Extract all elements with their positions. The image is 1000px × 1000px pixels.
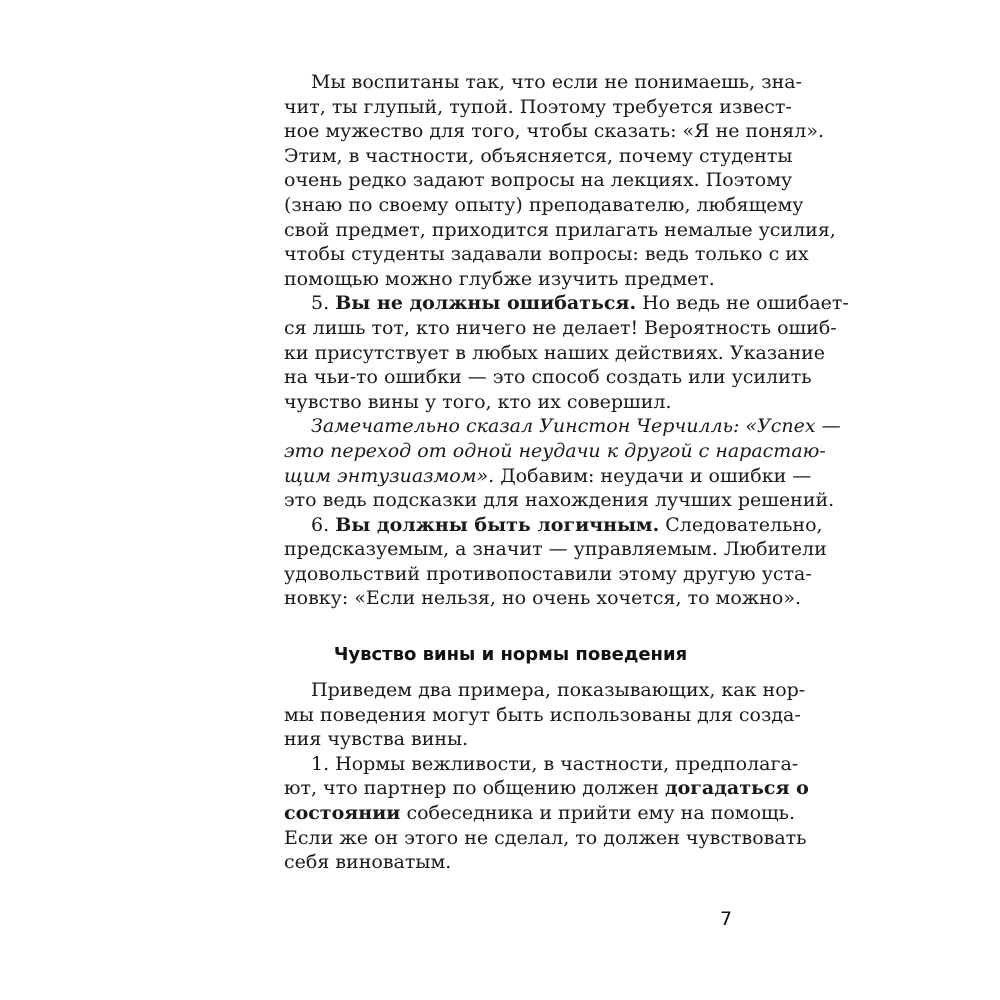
quote-line: щим энтузиазмом». Добавим: неудачи и ошибки — <box>284 464 812 487</box>
text-line: себя виноватым. <box>284 851 452 874</box>
text-line: удовольствий противопоставили этому другую уста- <box>284 562 812 585</box>
list-item-6: 6. Вы должны быть логичным. Следовательно, <box>311 513 823 536</box>
item-6-bold-heading: Вы должны быть логичным. <box>335 513 660 536</box>
text-line: ния чувства вины. <box>284 728 469 751</box>
text-line: Этим, в частности, объясняется, почему студенты <box>284 144 793 167</box>
list-item-1: 1. Нормы вежливости, в частности, предполага- <box>311 752 799 775</box>
text-line: состоянии собеседника и прийти ему на помощь. <box>284 801 796 824</box>
text-line: это ведь подсказки для нахождения лучших решений. <box>284 489 835 512</box>
text-line: Мы воспитаны так, что если не понимаешь, зна- <box>311 71 802 93</box>
text-line: на чьи-то ошибки — это способ создать или усилить <box>284 366 812 389</box>
text-line: помощью можно глубже изучить предмет. <box>284 267 715 290</box>
text-line: ют, что партнер по общению должен догадаться о <box>284 777 809 800</box>
text-line: чтобы студенты задавали вопросы: ведь только с их <box>284 243 809 266</box>
text-line: новку: «Если нельзя, но очень хочется, то можно». <box>284 587 802 610</box>
text-line: предсказуемым, а значит — управляемым. Любители <box>284 538 827 561</box>
text-line: ное мужество для того, чтобы сказать: «Я не понял». <box>284 120 824 143</box>
text-line: очень редко задают вопросы на лекциях. Поэтому <box>284 169 793 192</box>
text-line: (знаю по своему опыту) преподавателю, любящему <box>284 193 804 216</box>
list-item-5: 5. Вы не должны ошибаться. Но ведь не ошибает- <box>311 292 849 315</box>
page-number: 7 <box>720 908 733 930</box>
quote-line: это переход от одной неудачи к другой с нарастаю- <box>284 439 826 462</box>
main-text-section <box>284 70 849 611</box>
text-line: свой предмет, приходится прилагать немалые усилия, <box>284 218 836 241</box>
section-heading: Чувство вины и нормы поведения <box>333 644 688 665</box>
text-line: мы поведения могут быть использованы для созда- <box>284 703 801 726</box>
text-line: чувство вины у того, кто их совершил. <box>284 390 672 413</box>
text-line: Если же он этого не сделал, то должен чувствовать <box>284 826 807 849</box>
quote-line: Замечательно сказал Уинстон Черчилль: «Успех — <box>311 415 841 438</box>
text-line: Приведем два примера, показывающих, как нор- <box>311 679 806 701</box>
second-text-section <box>284 678 809 875</box>
text-line: ки присутствует в любых наших действиях. Указание <box>284 341 826 364</box>
text-line: ся лишь тот, кто ничего не делает! Вероятность ошиб- <box>284 316 837 339</box>
item-5-bold-heading: Вы не должны ошибаться. <box>335 292 637 315</box>
text-line: чит, ты глупый, тупой. Поэтому требуется извест- <box>284 95 792 118</box>
